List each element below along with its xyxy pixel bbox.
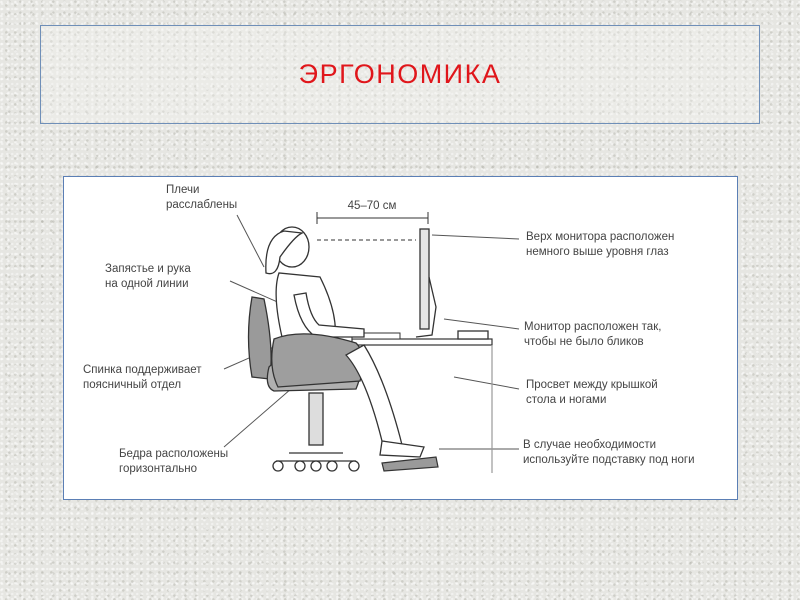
- label-hips-line1: Бедра расположены: [119, 448, 229, 460]
- ergonomics-diagram: [64, 177, 739, 501]
- ergonomics-figure: [63, 176, 738, 500]
- pointer-hips: [224, 382, 299, 447]
- label-wrist-line1: Запястье и рука: [105, 263, 191, 275]
- label-monitor-top-line2: немного выше уровня глаз: [526, 246, 669, 258]
- footrest: [382, 457, 438, 471]
- distance-label: 45–70 см: [347, 200, 397, 212]
- monitor: [416, 229, 488, 339]
- distance-dimension: [317, 200, 428, 240]
- label-legroom-line1: Просвет между крышкой: [526, 379, 658, 391]
- label-shoulders-line2: расслаблены: [166, 199, 238, 211]
- pointer-legroom: [454, 377, 519, 389]
- label-monitor-glare-line1: Монитор расположен так,: [524, 321, 662, 333]
- label-hips-line2: горизонтально: [119, 463, 198, 475]
- pointer-shoulders: [237, 215, 264, 267]
- pointer-monitor-glare: [444, 319, 519, 329]
- label-monitor-top-line1: Верх монитора расположен: [526, 231, 675, 243]
- label-legroom-line2: стола и ногами: [526, 394, 607, 406]
- label-footrest-line1: В случае необходимости: [523, 439, 657, 451]
- label-back-line1: Спинка поддерживает: [83, 364, 202, 376]
- label-monitor-glare-line2: чтобы не было бликов: [524, 336, 644, 348]
- label-footrest-line2: используйте подставку под ноги: [523, 454, 695, 466]
- label-shoulders-line1: Плечи: [166, 184, 200, 196]
- pointer-monitor-top: [432, 235, 519, 239]
- slide-title: ЭРГОНОМИКА: [298, 59, 502, 89]
- title-box: [40, 25, 760, 124]
- label-back-line2: поясничный отдел: [83, 379, 182, 391]
- label-wrist-line2: на одной линии: [105, 278, 189, 290]
